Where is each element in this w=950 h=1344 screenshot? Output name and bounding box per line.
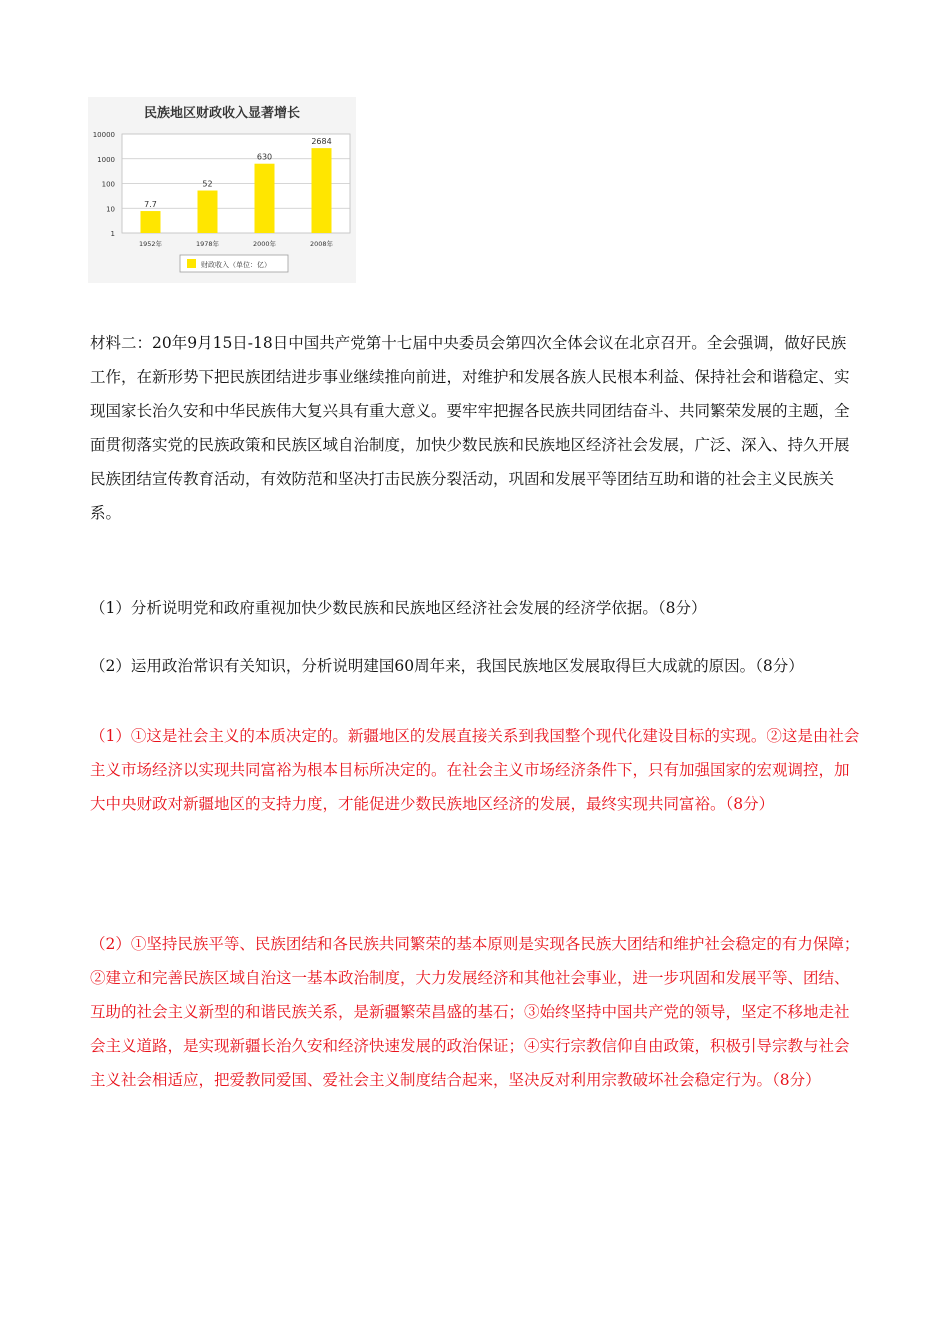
chart-title: 民族地区财政收入显著增长 (143, 106, 301, 121)
bar (198, 191, 218, 233)
chart-svg (88, 97, 356, 283)
x-tick-label: 2008年 (309, 240, 334, 248)
legend-label: 财政收入（单位：亿） (201, 261, 271, 269)
x-tick-label: 1978年 (195, 240, 220, 248)
question-2: （2）运用政治常识有关知识，分析说明建国60周年来，我国民族地区发展取得巨大成就的原因。（8分） (90, 657, 804, 675)
x-tick-label: 1952年 (138, 240, 163, 248)
y-tick-label: 10 (106, 205, 115, 214)
data-label: 52 (202, 179, 213, 189)
data-label: 630 (256, 152, 273, 162)
answer-2: （2）①坚持民族平等、民族团结和各民族共同繁荣的基本原则是实现各民族大团结和维护社会稳定的有力保障；②建立和完善民族区域自治这一基本政治制度，大力发展经济和其他社会事业，进一步巩固和发展平等、团结、互助的社会主义新型的和谐民族关系，是新疆繁荣昌盛的基石；③始终坚持中国共产党的领导，坚定不移地走社会主义道路，是实现新疆长治久安和经济快速发展的政治保证；④实行宗教信仰自由政策，积极引导宗教与社会主义社会相适应，把爱教同爱国、爱社会主义制度结合起来，坚决反对利用宗教破坏社会稳定行为。（8分） (90, 935, 860, 1089)
y-tick-label: 1 (110, 230, 115, 238)
data-label: 2684 (311, 137, 332, 147)
question-1: （1）分析说明党和政府重视加快少数民族和民族地区经济社会发展的经济学依据。（8分） (90, 599, 707, 617)
bar (141, 211, 161, 233)
material-two-text: 材料二：20年9月15日-18日中国共产党第十七届中央委员会第四次全体会议在北京召开。全会强调，做好民族工作，在新形势下把民族团结进步事业继续推向前进，对维护和发展各族人民根本利益、保持社会和谐稳定、实现国家长治久安和中华民族伟大复兴具有重大意义。要牢牢把握各民族共同团结奋斗、共同繁荣发展的主题，全面贯彻落实党的民族政策和民族区域自治制度，加快少数民族和民族地区经济社会发展，广泛、深入、持久开展民族团结宣传教育活动，有效防范和坚决打击民族分裂活动，巩固和发展平等团结互助和谐的社会主义民族关系。 (90, 334, 850, 522)
data-label: 7.7 (144, 200, 157, 210)
bar (255, 164, 275, 233)
x-tick-label: 2000年 (252, 240, 277, 248)
y-tick-label: 1000 (97, 155, 115, 164)
legend-swatch (187, 259, 196, 268)
y-tick-label: 10000 (92, 131, 115, 139)
bar (312, 148, 332, 233)
fiscal-revenue-chart (88, 97, 356, 283)
y-tick-label: 100 (101, 180, 115, 189)
answer-1: （1）①这是社会主义的本质决定的。新疆地区的发展直接关系到我国整个现代化建设目标的实现。②这是由社会主义市场经济以实现共同富裕为根本目标所决定的。在社会主义市场经济条件下，只有加强国家的宏观调控，加大中央财政对新疆地区的支持力度，才能促进少数民族地区经济的发展，最终实现共同富裕。（8分） (90, 727, 860, 813)
